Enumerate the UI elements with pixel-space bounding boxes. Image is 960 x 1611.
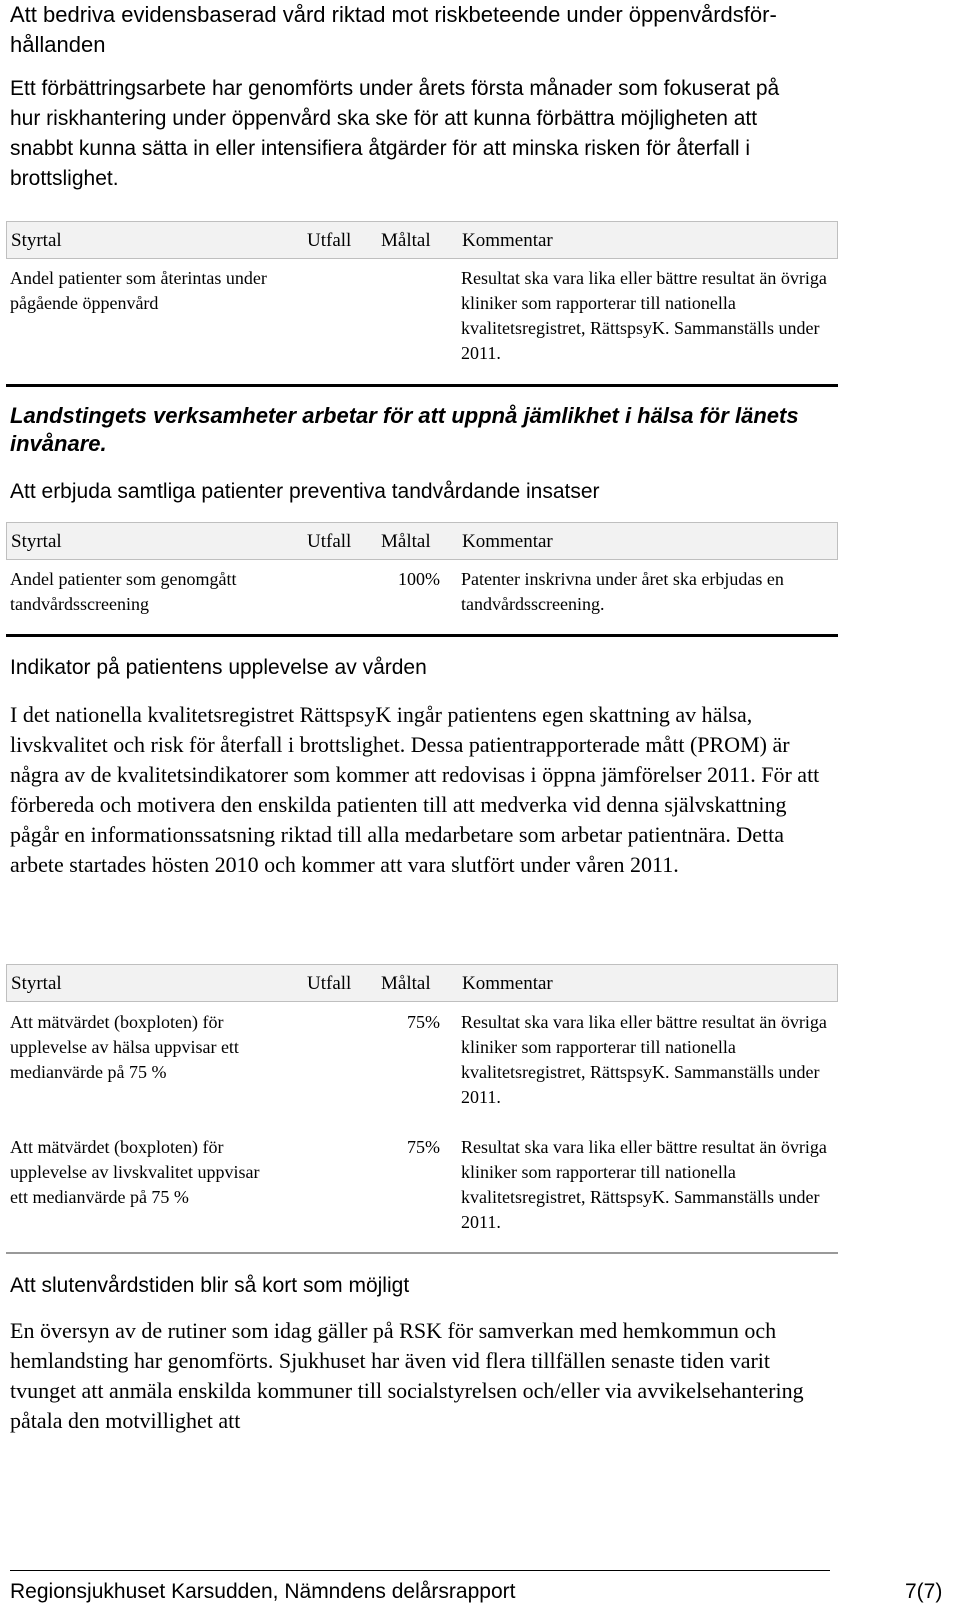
footer-report-title: Regionsjukhuset Karsudden, Nämndens delårsrapport: [10, 1580, 516, 1603]
section-heading-slutenvardstid: Att slutenvårdstiden blir så kort som möjligt: [10, 1274, 410, 1297]
header-styrtal: Styrtal: [11, 531, 62, 552]
header-kommentar: Kommentar: [462, 973, 553, 994]
table-bottom-rule: [6, 384, 838, 387]
table-styrtal-1: [6, 221, 838, 389]
header-kommentar: Kommentar: [462, 230, 553, 251]
header-utfall: Utfall: [307, 531, 352, 552]
section-heading-jamlikhet: Landstingets verksamheter arbetar för att uppnå jämlikhet i hälsa för länets invånare.: [10, 403, 799, 456]
table-cell-kommentar: Resultat ska vara lika eller bättre resultat än övriga kliniker som rapporterar till nationella kvalitetsregistret, RättspsyK. Sammanställs under 2011.: [461, 268, 827, 363]
header-maltal: Måltal: [381, 531, 431, 552]
subheading-tandvard: Att erbjuda samtliga patienter preventiva tandvårdande insatser: [10, 480, 600, 503]
section-heading-upplevelse: Indikator på patientens upplevelse av vården: [10, 656, 427, 679]
paragraph-forbattringsarbete: Ett förbättringsarbete har genomförts under årets första månader som fokuserat på hur riskhantering under öppenvård ska ske för att kunna förbättra möjligheten att snabbt kunna sätta in eller intensifiera åtgärder för att minska risken för återfall i brottslighet.: [10, 77, 780, 190]
table-bottom-rule: [6, 1252, 838, 1254]
table-cell-maltal: 100%: [398, 569, 440, 589]
footer-page-number: 7(7): [905, 1580, 943, 1603]
footer-rule: [10, 1570, 830, 1571]
table-cell-kommentar: Resultat ska vara lika eller bättre resultat än övriga kliniker som rapporterar till nationella kvalitetsregistret, RättspsyK. Sammanställs under 2011.: [461, 1137, 827, 1232]
table-cell-styrtal: Att mätvärdet (boxploten) för upplevelse av hälsa uppvisar ett medianvärde på 75 %: [10, 1012, 239, 1082]
table-cell-kommentar: Patenter inskrivna under året ska erbjudas en tandvårdsscreening.: [461, 569, 784, 614]
table-cell-styrtal: Att mätvärdet (boxploten) för upplevelse av livskvalitet uppvisar ett medianvärde på 75 %: [10, 1137, 260, 1207]
header-utfall: Utfall: [307, 973, 352, 994]
table-styrtal-2: [6, 522, 838, 640]
table-cell-styrtal: Andel patienter som genomgått tandvårdsscreening: [10, 569, 237, 614]
table-cell-kommentar: Resultat ska vara lika eller bättre resultat än övriga kliniker som rapporterar till nationella kvalitetsregistret, RättspsyK. Sammanställs under 2011.: [461, 1012, 827, 1107]
header-styrtal: Styrtal: [11, 973, 62, 994]
table-header-row: [6, 221, 838, 259]
header-utfall: Utfall: [307, 230, 352, 251]
paragraph-oversyn: En översyn av de rutiner som idag gäller på RSK för samverkan med hemkommun och hemlandsting har genomförts. Sjukhuset har även vid flera tillfällen senaste tiden varit tvunget att anmäla enskilda kommuner till socialstyrelsen och/eller via avvikelsehantering påtala den motvillighet att: [10, 1318, 804, 1433]
table-cell-styrtal: Andel patienter som återintas under pågående öppenvård: [10, 268, 267, 313]
table-header-row: [6, 964, 838, 1002]
header-kommentar: Kommentar: [462, 531, 553, 552]
table-cell-maltal: 75%: [407, 1012, 440, 1032]
table-cell-maltal: 75%: [407, 1137, 440, 1157]
table-styrtal-3: [6, 964, 838, 1256]
header-styrtal: Styrtal: [11, 230, 62, 251]
section-heading-riskbeteende: Att bedriva evidensbaserad vård riktad mot riskbeteende under öppenvårdsför-hållanden: [10, 2, 777, 57]
table-bottom-rule: [6, 634, 838, 637]
paragraph-rattspsyk: I det nationella kvalitetsregistret RättspsyK ingår patientens egen skattning av hälsa, livskvalitet och risk för återfall i brottslighet. Dessa patientrapporterade mått (PROM) är några av de kvalitetsindikatorer som kommer att redovisas i öppna jämförelser 2011. För att förbereda och motivera den enskilda patienten till att medverka vid denna självskattning pågår en informationssatsning riktad till alla medarbetare som arbetar patientnära. Detta arbete startades hösten 2010 och kommer att vara slutfört under våren 2011.: [10, 702, 820, 877]
header-maltal: Måltal: [381, 230, 431, 251]
table-header-row: [6, 522, 838, 560]
header-maltal: Måltal: [381, 973, 431, 994]
